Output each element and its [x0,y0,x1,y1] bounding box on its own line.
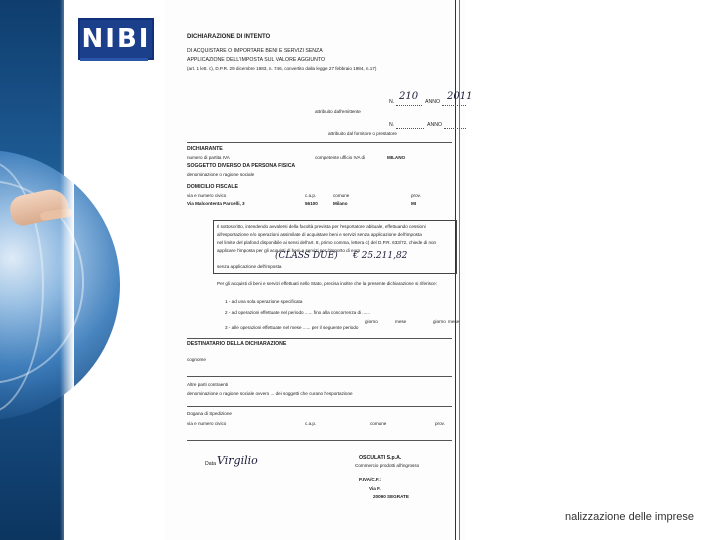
stamp-firma: P.IVA/C.F.: [359,477,382,482]
domicile-value-2: Milano [333,201,348,206]
issuer-note: attribuito dall'emittente [315,109,361,114]
office-value: MILANO [387,155,406,160]
customs-col-2: comune [370,421,387,426]
option-3: 3 - alle operazioni effettuate nel mese ...... per il seguente periodo [225,325,359,330]
recipient-title: DESTINATARIO DELLA DICHIARAZIONE [187,341,287,347]
n-label-1: N. [389,99,395,105]
declarant-title: DICHIARANTE [187,146,223,152]
domicile-value-3: MI [411,201,417,206]
declarant-line: numero di partita IVA [187,155,230,160]
anno-label-1: ANNO [425,99,440,105]
body-line-2: all'esportazione e/o operazioni assimilate di acquistare beni e servizi senza applicazione dell'imposta [217,232,422,237]
subject-sub: denominazione o ragione sociale [187,172,255,177]
domicile-value-0: Via Malcontenta Parcelli, 3 [187,201,245,206]
customs-col-3: prov. [435,421,445,426]
date-col-2: giorno [433,319,446,324]
stamp-line: Commercio prodotti all'ingrosso [355,463,420,468]
anno-value-1: 2011 [447,91,473,102]
date-col-0: giorno [365,319,378,324]
domicile-col-2: comune [333,193,350,198]
domicile-col-0: via e numero civico [187,193,227,198]
doc-heading: DICHIARAZIONE DI INTENTO [187,34,271,40]
logo-tagline-bar [80,58,148,61]
stamp-city: 20090 SEGRATE [373,494,409,499]
customs-col-0: via e numero civico [187,421,227,426]
other-title: Altre parti contraenti [187,382,229,387]
body-line-5: senza applicazione dell'imposta [217,264,282,269]
n-value-1: 210 [399,91,419,102]
subject-label: SOGGETTO DIVERSO DA PERSONA FISICA [187,163,296,169]
prev-line: Per gli acquisti di beni e servizi effettuati nello Stato, precisa inoltre che la presente dichiarazione si riferisce: [217,281,438,286]
doc-subheading-2: APPLICAZIONE DELL'IMPOSTA SUL VALORE AGGIUNTO [187,57,326,63]
body-line-3: nel limite del plafond disponibile ai sensi dell'art. 8, primo comma, lettera c) del D.P.R. 633/72, chiede di non [217,240,437,245]
date-col-1: mese [395,319,407,324]
doc-subheading-1: DI ACQUISTARE O IMPORTARE BENI E SERVIZI SENZA [187,48,323,54]
doc-law-reference: (art. 1 lett. c), D.P.R. 29 dicembre 1983, n. 746, convertito dalla legge 27 febbraio 1984, n.17) [187,66,377,71]
anno-label-2: ANNO [427,122,442,128]
date-col-3: mese [448,319,460,324]
domicile-title: DOMICILIO FISCALE [187,184,239,190]
stamp-name: OSCULATI S.p.A. [359,455,402,461]
body-line-4: applicare l'imposta per gli acquisti di beni e servizi per l'importo di euro [217,248,361,253]
domicile-col-3: prov. [411,193,421,198]
amount-value: € 25.211,82 [353,251,408,261]
customs-title: Dogana di Spedizione [187,411,232,416]
domicile-value-1: 56100 [305,201,318,206]
amount-word: (CLASS DUE) [275,251,338,261]
footer-caption: nalizzazione delle imprese [564,511,694,523]
band-fade [60,0,74,540]
domicile-col-1: c.a.p. [305,193,317,198]
signature: Virgilio [217,454,258,467]
customs-col-1: c.a.p. [305,421,317,426]
option-1: 1 - ad una sola operazione specificata [225,299,303,304]
logo-text: NIBI [81,24,151,54]
date-label: Data [205,461,216,467]
receiver-note: attribuito dal fornitore o prestatore [328,131,397,136]
option-2: 2 - ad operazioni effettuate nel periodo ...... fino alla concorrenza di ...... [225,310,370,315]
scanned-document [165,0,473,540]
other-sub: denominazione o ragione sociale ovvero ... dei soggetti che curano l'esportazione [187,391,353,396]
office-label: competente ufficio IVA di [315,155,366,160]
stamp-addr: Via F. [369,486,381,491]
nibi-logo [78,18,154,60]
recipient-sub: cognome [187,357,206,362]
n-label-2: N. [389,122,395,128]
body-line-1: Il sottoscritto, intendendo avvalersi della facoltà prevista per l'esportatore abituale, effettuando cessioni [217,224,426,229]
